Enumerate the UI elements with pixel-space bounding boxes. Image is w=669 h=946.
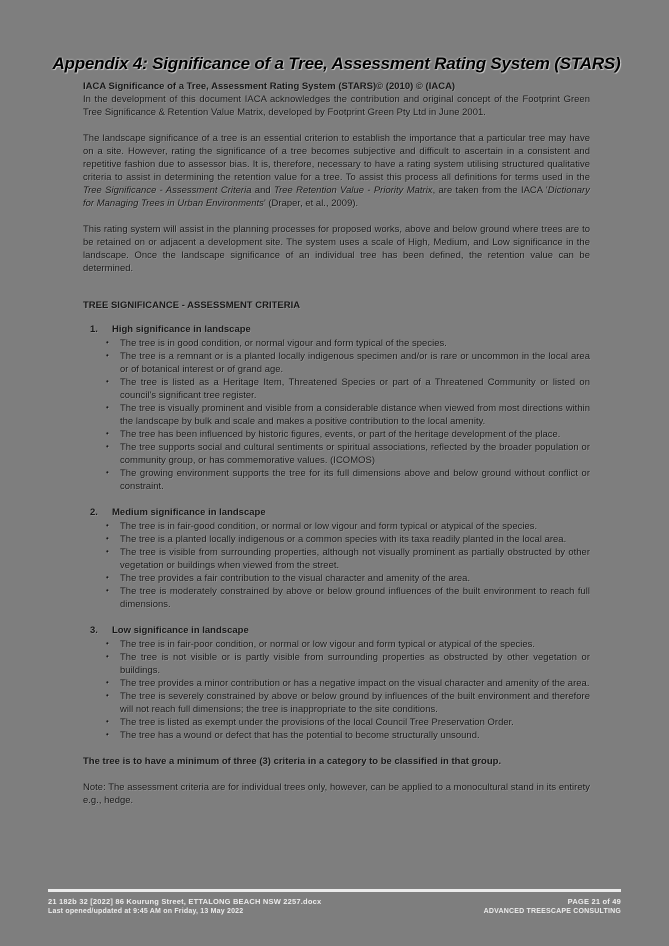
assessment-note: Note: The assessment criteria are for individual trees only, however, can be applied to a monocultural stand in its entirety e.g., hedge. — [83, 782, 590, 806]
criteria-item: • The tree provides a minor contribution or has a negative impact on the visual character and amenity of the area. — [106, 678, 590, 689]
section-low-significance — [83, 624, 590, 742]
criteria-item: • The growing environment supports the tree for its full dimensions above and below ground without conflict or constraint. — [106, 468, 590, 492]
criteria-item: • The tree is moderately constrained by above or below ground influences of the built environment to reach full dimensions. — [106, 586, 590, 610]
section-title: Medium significance in landscape — [112, 507, 266, 518]
page-title: Appendix 4: Significance of a Tree, Assessment Rating System (STARS) — [52, 54, 621, 73]
bullet-icon: • — [106, 547, 109, 556]
criteria-item: • The tree has a wound or defect that has the potential to become structurally unsound. — [106, 730, 480, 741]
paragraph-rating: This rating system will assist in the planning processes for proposed works, above and below ground where trees are to be retained on or adjacent a development site. The system uses a scale of High, Medium, and Low significance in the landscape. Once the landscape significance of an individual tree has been defined, the retention value can be determined. — [83, 224, 590, 274]
paragraph-development: In the development of this document IACA acknowledges the contribution and original concept of the Footprint Green Tree Significance & Retention Value Matrix, developed by Footprint Green Pty Ltd in June 2001. — [83, 94, 590, 118]
footer-file-name: 21 182b 32 [2022] 86 Kourung Street, ETTALONG BEACH NSW 2257.docx — [48, 897, 322, 906]
bullet-icon: • — [106, 652, 109, 661]
bullet-icon: • — [106, 678, 109, 687]
criteria-item: • The tree is in fair-poor condition, or normal or low vigour and form typical or atypical of the species. — [106, 639, 536, 650]
bullet-icon: • — [106, 586, 109, 595]
section-heading — [90, 506, 590, 519]
section-heading — [90, 624, 590, 637]
section-number: 3. — [90, 625, 98, 636]
bullet-icon: • — [106, 468, 109, 477]
bullet-icon: • — [106, 442, 109, 451]
section-number: 1. — [90, 324, 98, 335]
criteria-heading: TREE SIGNIFICANCE - ASSESSMENT CRITERIA — [83, 300, 301, 311]
section-high-significance — [83, 323, 590, 493]
section-number: 2. — [90, 507, 98, 518]
bullet-icon: • — [106, 639, 109, 648]
bullet-icon: • — [106, 377, 109, 386]
document-body — [83, 80, 590, 807]
bullet-icon: • — [106, 691, 109, 700]
criteria-item: • The tree is a remnant or is a planted locally indigenous specimen and/or is rare or uncommon in the local area or of botanical interest or of grand age. — [106, 351, 590, 375]
bullet-icon: • — [106, 351, 109, 360]
paragraph-landscape: The landscape significance of a tree is an essential criterion to establish the importance that a particular tree may have on a site. However, rating the significance of a tree becomes subjective and difficult to ascertain in a consistent and repetitive fashion due to assessor bias. It is, therefore, necessary to have a rating system utilising structured qualitative criteria to assist in determining the retention value for a tree. To assist this process all definitions for terms used in the Tree Significance - Assessment Criteria and Tree Retention Value - Priority Matrix, are taken from the IACA 'Dictionary for Managing Trees in Urban Environments' (Draper, et al., 2009). — [83, 133, 590, 209]
bullet-icon: • — [106, 521, 109, 530]
bullet-icon: • — [106, 338, 109, 347]
criteria-item: • The tree is visible from surrounding properties, although not visually prominent as partially obstructed by other vegetation or buildings when viewed from the street. — [106, 547, 590, 571]
criteria-item: • The tree is severely constrained by above or below ground by influences of the built environment and therefore will not reach full dimensions; the tree is inappropriate to the site conditions. — [106, 691, 590, 715]
criteria-item: • The tree is listed as a Heritage Item, Threatened Species or part of a Threatened Community or listed on council's significant tree register. — [106, 377, 590, 401]
criteria-item: • The tree is not visible or is partly visible from surrounding properties as obstructed by other vegetation or buildings. — [106, 652, 590, 676]
footer-rule — [48, 889, 621, 892]
section-medium-significance — [83, 506, 590, 611]
bullet-icon: • — [106, 534, 109, 543]
criteria-item: • The tree is listed as exempt under the provisions of the local Council Tree Preservation Order. — [106, 717, 514, 728]
bullet-icon: • — [106, 730, 109, 739]
criteria-list-high — [83, 337, 590, 493]
criteria-item: • The tree provides a fair contribution to the visual character and amenity of the area. — [106, 573, 471, 584]
criteria-list-low — [83, 638, 590, 742]
section-title: Low significance in landscape — [112, 625, 249, 636]
criteria-item: • The tree has been influenced by historic figures, events, or part of the heritage development of the place. — [106, 429, 561, 440]
bullet-icon: • — [106, 429, 109, 438]
footer-updated: Last opened/updated at 9:45 AM on Friday, 13 May 2022 — [48, 908, 244, 915]
bullet-icon: • — [106, 403, 109, 412]
iaca-subtitle: IACA Significance of a Tree, Assessment Rating System (STARS)© (2010) © (IACA) — [83, 81, 456, 92]
bullet-icon: • — [106, 717, 109, 726]
footer-left — [48, 896, 321, 917]
footer-company: ADVANCED TREESCAPE CONSULTING — [483, 908, 621, 915]
criteria-list-medium — [83, 520, 590, 611]
section-heading — [90, 323, 590, 336]
criteria-item: • The tree is in good condition, or normal vigour and form typical of the species. — [106, 338, 447, 349]
criteria-item: • The tree supports social and cultural sentiments or spiritual associations, reflected by the broader population or community group, or has commemorative values. (ICOMOS) — [106, 442, 590, 466]
minimum-criteria-note: The tree is to have a minimum of three (3) criteria in a category to be classified in that group. — [83, 756, 502, 767]
criteria-item: • The tree is visually prominent and visible from a considerable distance when viewed from most directions within the landscape by bulk and scale and makes a positive contribution to the local amenity. — [106, 403, 590, 427]
footer-page-number: PAGE 21 of 49 — [567, 897, 621, 906]
section-title: High significance in landscape — [112, 324, 251, 335]
page-footer — [48, 889, 621, 917]
footer-right — [484, 896, 621, 917]
bullet-icon: • — [106, 573, 109, 582]
criteria-item: • The tree is a planted locally indigenous or a common species with its taxa readily planted in the local area. — [106, 534, 567, 545]
criteria-item: • The tree is in fair-good condition, or normal or low vigour and form typical or atypical of the species. — [106, 521, 538, 532]
